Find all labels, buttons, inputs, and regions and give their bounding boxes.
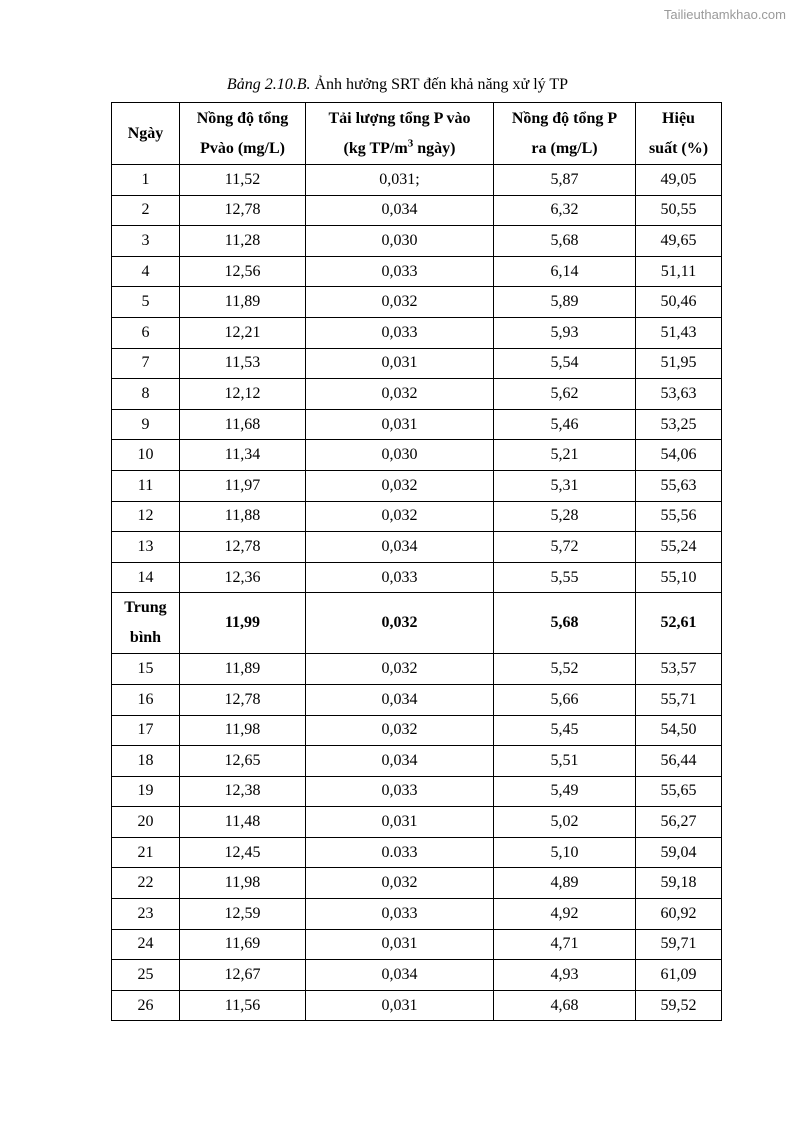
efficiency-cell: 53,25 [636,409,722,440]
efficiency-cell: 59,18 [636,868,722,899]
p-load-cell: 0,032 [306,379,494,410]
p-out-cell: 5,49 [494,776,636,807]
p-load-cell: 0,033 [306,256,494,287]
average-efficiency: 52,61 [636,593,722,654]
day-cell: 12 [112,501,180,532]
p-out-cell: 4,89 [494,868,636,899]
p-load-cell: 0,032 [306,470,494,501]
p-in-cell: 12,45 [180,837,306,868]
p-in-cell: 11,28 [180,226,306,257]
day-cell: 8 [112,379,180,410]
efficiency-cell: 49,05 [636,165,722,196]
table-row [112,929,722,960]
day-cell: 23 [112,899,180,930]
efficiency-cell: 59,04 [636,837,722,868]
p-out-cell: 4,92 [494,899,636,930]
day-cell: 16 [112,684,180,715]
table-row [112,226,722,257]
p-load-cell: 0,031 [306,348,494,379]
efficiency-cell: 53,57 [636,654,722,685]
average-row [112,593,722,654]
p-load-cell: 0,031 [306,807,494,838]
p-out-cell: 6,14 [494,256,636,287]
table-row [112,409,722,440]
p-in-cell: 11,97 [180,470,306,501]
p-in-cell: 11,89 [180,654,306,685]
p-out-cell: 5,62 [494,379,636,410]
table-row [112,256,722,287]
table-row [112,990,722,1021]
caption-label: Bảng 2.10.B. [226,76,311,93]
p-in-cell: 12,78 [180,195,306,226]
day-cell: 19 [112,776,180,807]
average-p-in: 11,99 [180,593,306,654]
average-p-out: 5,68 [494,593,636,654]
p-out-cell: 5,72 [494,532,636,563]
p-out-cell: 5,66 [494,684,636,715]
p-in-cell: 11,89 [180,287,306,318]
p-out-cell: 5,51 [494,746,636,777]
efficiency-cell: 55,24 [636,532,722,563]
p-out-cell: 5,89 [494,287,636,318]
p-in-cell: 12,12 [180,379,306,410]
table-row [112,684,722,715]
p-load-cell: 0.033 [306,837,494,868]
day-cell: 1 [112,165,180,196]
efficiency-cell: 55,10 [636,562,722,593]
p-in-cell: 11,52 [180,165,306,196]
efficiency-cell: 51,95 [636,348,722,379]
efficiency-cell: 53,63 [636,379,722,410]
day-cell: 17 [112,715,180,746]
efficiency-cell: 56,27 [636,807,722,838]
header-p-in-concentration: Nồng độ tổng Pvào (mg/L) [180,103,306,165]
table-row [112,317,722,348]
table-row [112,195,722,226]
day-cell: 24 [112,929,180,960]
table-row [112,287,722,318]
efficiency-cell: 54,06 [636,440,722,471]
p-load-cell: 0,034 [306,684,494,715]
efficiency-cell: 55,56 [636,501,722,532]
p-in-cell: 11,88 [180,501,306,532]
efficiency-cell: 61,09 [636,960,722,991]
srt-tp-table [111,102,722,1021]
p-in-cell: 11,34 [180,440,306,471]
p-out-cell: 5,68 [494,226,636,257]
table-row [112,470,722,501]
table-row [112,348,722,379]
table-row [112,776,722,807]
p-load-cell: 0,032 [306,501,494,532]
table-row [112,746,722,777]
p-out-cell: 5,93 [494,317,636,348]
efficiency-cell: 54,50 [636,715,722,746]
efficiency-cell: 51,43 [636,317,722,348]
table-row [112,899,722,930]
p-in-cell: 11,98 [180,715,306,746]
p-out-cell: 5,21 [494,440,636,471]
day-cell: 10 [112,440,180,471]
p-load-cell: 0,031 [306,990,494,1021]
header-p-out-concentration: Nồng độ tổng P ra (mg/L) [494,103,636,165]
table-caption [0,76,795,94]
p-out-cell: 5,28 [494,501,636,532]
average-label: Trung bình [112,593,180,654]
p-load-cell: 0,034 [306,960,494,991]
day-cell: 21 [112,837,180,868]
efficiency-cell: 50,46 [636,287,722,318]
day-cell: 9 [112,409,180,440]
average-section [112,593,722,654]
p-out-cell: 4,71 [494,929,636,960]
watermark-text: Tailieuthamkhao.com [663,7,786,22]
p-in-cell: 12,36 [180,562,306,593]
p-out-cell: 5,55 [494,562,636,593]
efficiency-cell: 55,63 [636,470,722,501]
p-load-cell: 0,032 [306,287,494,318]
p-out-cell: 5,87 [494,165,636,196]
efficiency-cell: 49,65 [636,226,722,257]
table-row [112,440,722,471]
p-load-cell: 0,033 [306,776,494,807]
p-in-cell: 12,59 [180,899,306,930]
p-load-cell: 0,033 [306,899,494,930]
p-out-cell: 5,54 [494,348,636,379]
rows-day-1-14 [112,165,722,593]
p-load-cell: 0,034 [306,195,494,226]
p-in-cell: 11,48 [180,807,306,838]
efficiency-cell: 55,65 [636,776,722,807]
p-in-cell: 12,21 [180,317,306,348]
p-load-cell: 0,031 [306,929,494,960]
efficiency-cell: 51,11 [636,256,722,287]
day-cell: 4 [112,256,180,287]
day-cell: 26 [112,990,180,1021]
day-cell: 3 [112,226,180,257]
p-load-cell: 0,032 [306,715,494,746]
table-row [112,501,722,532]
header-efficiency: Hiệu suất (%) [636,103,722,165]
day-cell: 11 [112,470,180,501]
p-out-cell: 5,31 [494,470,636,501]
p-out-cell: 5,02 [494,807,636,838]
table-row [112,532,722,563]
efficiency-cell: 56,44 [636,746,722,777]
p-in-cell: 11,98 [180,868,306,899]
efficiency-cell: 59,71 [636,929,722,960]
day-cell: 7 [112,348,180,379]
table-row [112,837,722,868]
p-in-cell: 12,65 [180,746,306,777]
day-cell: 22 [112,868,180,899]
day-cell: 18 [112,746,180,777]
p-in-cell: 11,68 [180,409,306,440]
efficiency-cell: 55,71 [636,684,722,715]
table-row [112,654,722,685]
table-row [112,562,722,593]
p-out-cell: 4,68 [494,990,636,1021]
table-row [112,960,722,991]
average-p-load: 0,032 [306,593,494,654]
p-out-cell: 5,52 [494,654,636,685]
p-load-cell: 0,034 [306,746,494,777]
p-load-cell: 0,030 [306,226,494,257]
p-in-cell: 11,56 [180,990,306,1021]
p-in-cell: 12,38 [180,776,306,807]
p-in-cell: 11,69 [180,929,306,960]
p-in-cell: 12,78 [180,684,306,715]
p-out-cell: 5,45 [494,715,636,746]
efficiency-cell: 60,92 [636,899,722,930]
header-row [112,103,722,165]
p-load-cell: 0,033 [306,317,494,348]
table-row [112,715,722,746]
rows-day-15-26 [112,654,722,1021]
p-out-cell: 5,46 [494,409,636,440]
p-load-cell: 0,031 [306,409,494,440]
table-row [112,165,722,196]
efficiency-cell: 50,55 [636,195,722,226]
p-in-cell: 11,53 [180,348,306,379]
day-cell: 25 [112,960,180,991]
p-load-cell: 0,034 [306,532,494,563]
day-cell: 14 [112,562,180,593]
table-row [112,868,722,899]
p-out-cell: 6,32 [494,195,636,226]
p-in-cell: 12,67 [180,960,306,991]
p-load-cell: 0,032 [306,868,494,899]
p-load-cell: 0,031; [306,165,494,196]
day-cell: 6 [112,317,180,348]
header-day: Ngày [112,103,180,165]
p-load-cell: 0,032 [306,654,494,685]
efficiency-cell: 59,52 [636,990,722,1021]
p-out-cell: 4,93 [494,960,636,991]
table-row [112,807,722,838]
day-cell: 15 [112,654,180,685]
p-load-cell: 0,030 [306,440,494,471]
p-in-cell: 12,56 [180,256,306,287]
header-p-load: Tải lượng tổng P vào (kg $TP/m^3$ ngày) [306,103,494,165]
day-cell: 20 [112,807,180,838]
table-row [112,379,722,410]
p-load-cell: 0,033 [306,562,494,593]
day-cell: 5 [112,287,180,318]
day-cell: 2 [112,195,180,226]
p-out-cell: 5,10 [494,837,636,868]
day-cell: 13 [112,532,180,563]
p-in-cell: 12,78 [180,532,306,563]
caption-text: Ảnh hưởng SRT đến khả năng xử lý TP [310,76,569,93]
